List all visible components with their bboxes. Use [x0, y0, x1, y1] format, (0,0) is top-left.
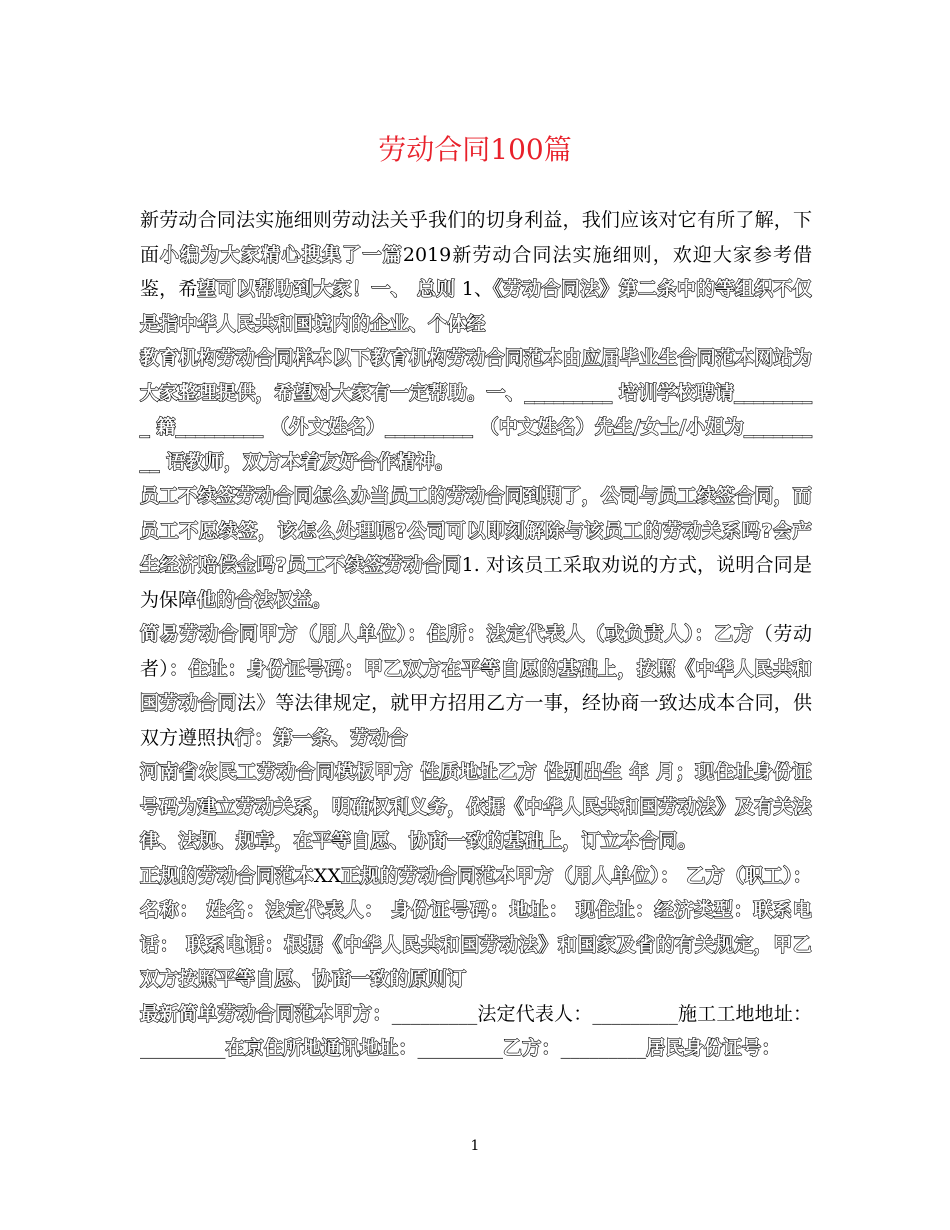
paragraph-renewal	[140, 479, 812, 617]
paragraph-run: 正规的劳动合同范本	[140, 864, 314, 887]
paragraph-run: _________法定代表人：_________施工工地地址：_________	[140, 1002, 812, 1059]
paragraph-run: XX	[313, 864, 341, 887]
paragraph-run: 在京住所地通讯地址：	[225, 1037, 418, 1059]
paragraph-intro	[140, 203, 812, 341]
paragraph-run: 他的合法权益。	[197, 588, 332, 611]
paragraph-run: _________	[560, 1037, 647, 1059]
paragraph-latest-contract	[140, 997, 812, 1066]
paragraph-run: 行：第一条、劳动合	[235, 726, 408, 749]
paragraph-run: 新劳动合同法实施细则劳动法关乎我们的切身利益，我们应该对它有所了解，下面	[140, 209, 812, 266]
page-number: 1	[470, 1138, 480, 1154]
paragraph-run: ：住址：身份证号码：甲乙双方在平等自愿的基础上，按照《中华人民共和国劳动合同	[140, 657, 812, 714]
paragraph-run: 教育机构劳动合同样本以下教育机构劳动合同范本由应届毕业生合同范本网站为大家整理提供，希望对大家有一定帮助。一、_________ 培训学校聘请_________ 籍_________ （外文姓名）_________ （中文姓名）先生/女士/小姐为_________ 语教师，双方本着友好合作精神。	[140, 347, 813, 473]
paragraph-run: 小编为大家精心搜集了一篇	[160, 243, 403, 266]
paragraph-run: 最新简单劳动合同范本甲方：	[140, 1002, 392, 1025]
paragraph-run: 乙方：	[503, 1037, 561, 1059]
paragraph-education-contract	[140, 341, 812, 479]
paragraph-run: 员工不续签劳动合同怎么办当员工的劳动合同到期了，公司与员工续签合同，而员工不愿续签，该怎么处理呢?公司可以即刻解除与该员工的劳动关系吗?会产生经济赔偿金吗?员工不续签劳动合同	[140, 485, 813, 576]
paragraph-run: 1. 对该员工采取劝说的方式，说明合同是为保障	[140, 554, 812, 611]
paragraph-run: 2019新劳动合同法实施细则，欢迎大家参考借鉴，希	[140, 243, 812, 300]
paragraph-run: （劳动者）	[140, 623, 812, 680]
paragraph-standard-contract	[140, 859, 812, 997]
document-body	[140, 203, 812, 1066]
paragraph-run: 简易劳动合同甲方（用人单位）：住所：法定代表人（或负责人）：乙方	[140, 623, 754, 645]
document-title: 劳动合同100篇	[378, 133, 572, 166]
paragraph-run: 居民身份证号：	[646, 1037, 781, 1059]
paragraph-run: 望可以帮助到大家！一、 总则	[197, 278, 456, 300]
paragraph-simple-contract	[140, 617, 812, 755]
paragraph-run: 法》等法律规定，就甲方招用乙方一事，经协商一致达成本合同，供双方遵照执	[140, 692, 812, 749]
paragraph-run: 河南省农民工劳动合同模板甲方 性质地址乙方 性别出生 年 月；现住址身份证号码为建立劳动关系，明确权利义务，依据《中华人民共和国劳动法》及有关法律、法规、规章，在平等自愿、协商一致的基础上，订立本合同。	[140, 761, 813, 852]
paragraph-run: 正规的劳动合同范本甲方（用人单位）： 乙方（职工）：名称： 姓名：法定代表人： 身份证号码：地址： 现住址：经济类型：联系电话： 联系电话：根据《中华人民共和国劳动法》和国家及省的有关规定，甲乙双方按照平等自愿、协商一致的原则订	[140, 864, 812, 990]
paragraph-run: 1、	[455, 278, 494, 300]
paragraph-run: _________	[417, 1037, 504, 1059]
paragraph-henan-contract	[140, 755, 812, 859]
paragraph-run: 《劳动合同法》第二条中的等组织不仅是指中华人民共和国境内的企业、个体经	[140, 278, 812, 335]
